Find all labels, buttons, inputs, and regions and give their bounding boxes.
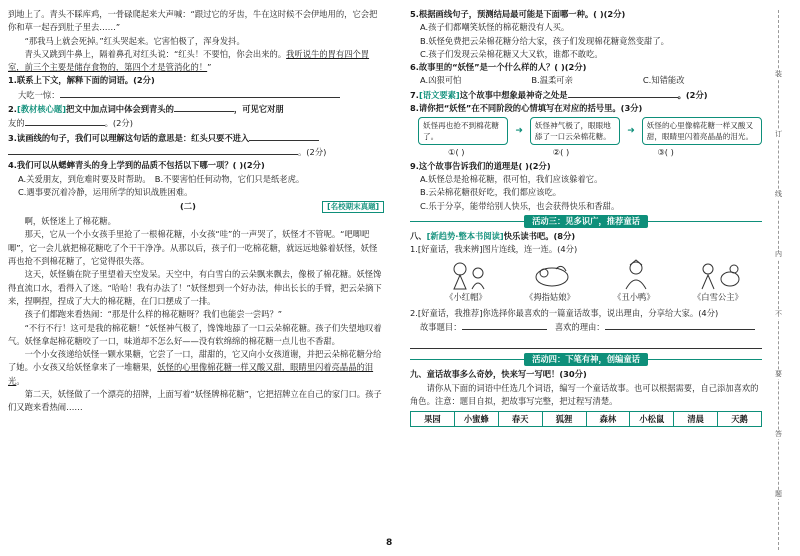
reading-question-2: 2.[好童话，我推荐]你选择你最喜欢的一篇童话故事，说出理由，分享给大家。(4分) [410,307,719,318]
word-bank-item: 小松鼠 [630,412,674,426]
exam-badge: [名校期末真题] [322,201,384,213]
reading-question-1: 1.[好童话，我来辨]图片连线，连一连。(4分) [410,244,578,255]
answer-label: 大吃一惊： [18,89,60,100]
mood-answers [410,146,762,159]
story-text: 一个小女孩递给妖怪一颗水果糖，它尝了一口，甜甜的，它又向小女孩道谢，并把云朵棉花糖分给了她。小女孩又给妖怪拿来了一堆糖果， [8,349,382,373]
question-7: 7.[语文要素]这个故事中想象最神奇之处是 。(2分) [410,89,708,100]
word-bank-item: 森林 [587,412,631,426]
word-bank-item: 小蜜蜂 [455,412,499,426]
arrow-right-icon: ➜ [627,125,635,136]
option-c[interactable]: C.遇事要沉着冷静，运用所学的知识战胜困难。 [18,186,193,197]
answer-blank[interactable] [25,116,105,126]
story-text: 。 [16,375,25,386]
underlined-sentence: 我听说牛的胃有四个胃室，前三个主要是储存食物的，第四个才是管消化的！ [8,48,370,73]
binding-char: 订 [772,130,785,139]
story-paragraph-2: “那我马上就会死掉。”红头哭起来。它害怕极了，浑身发抖。 [24,35,245,46]
activity-3-title: 活动三：见多识广，推荐童话 [524,215,648,228]
answer-blank[interactable] [174,102,234,112]
story2-paragraph-5: “不行不行！这可是我的棉花糖！”妖怪神气极了，馋馋地舔了一口云朵棉花糖。孩子们失望地叹着气。妖怪拿起棉花糖咬了一口，味道却不怎么好——没有软绵绵的棉花糖一点儿也不香甜。 [8,322,382,346]
question-text: 3.读画线的句子，我们可以理解这句话的意思是：红头只要不进入 [8,132,250,143]
story-title-3[interactable]: 《丑小鸭》 [613,292,655,303]
binding-margin [768,10,790,550]
mood-box-1: 妖怪再也抢不到棉花糖了。 [418,117,508,145]
story-illustrations [426,259,762,291]
activity-4-banner [410,353,762,366]
question-1: 1.联系上下文，解释下面的词语。(2分) [8,75,155,86]
binding-char: 要 [772,370,785,379]
section-title: (二) [180,201,196,212]
option-a[interactable]: A.凶狠可怕 [420,75,462,86]
story2-paragraph-7: 第二天，妖怪做了一个漂亮的招牌，上面写着“妖怪牌棉花糖”，它把招牌立在自己的家门口。孩子们又跑来看热闹…… [8,389,382,413]
binding-char: 线 [772,190,785,199]
question-4-options [8,173,384,186]
story-text: ” [207,62,212,73]
underlined-sentence: 妖怪的心里像棉花糖一样又酸又甜，眼睛里闪着亮晶晶的泪光 [8,362,374,386]
answer-blank[interactable] [568,88,678,98]
word-bank [410,411,762,427]
question-9: 9.这个故事告诉我们的道理是( )(2分) [410,160,551,171]
reason-blank[interactable] [605,320,755,330]
section-tag: [新趋势·整本书阅读] [426,230,504,241]
question-tag: [教材核心题] [16,104,67,115]
reason-label: 喜欢的理由： [554,322,605,333]
word-bank-item: 狐狸 [543,412,587,426]
illustration-1[interactable] [442,259,494,291]
recommend-line [410,320,762,334]
question-3-line [8,145,384,159]
story2-paragraph-6 [8,348,384,388]
word-bank-item: 春天 [499,412,543,426]
story-paragraph-3 [8,48,384,75]
word-bank-item: 果园 [411,412,455,426]
right-column [410,8,762,427]
question-text: 。(2分) [298,146,327,157]
question-text: 友的 [8,118,25,129]
mood-answer-3[interactable]: ③( ) [657,147,674,158]
story-title-label: 故事题目： [420,322,462,333]
section-title: 快乐读书吧。(8分) [503,230,576,241]
illustration-3[interactable] [610,259,662,291]
option-c[interactable]: C.孩子们发现云朵棉花糖又大又软，谁都不敢吃。 [420,48,603,59]
mood-answer-2[interactable]: ②( ) [552,147,570,158]
option-a[interactable]: A.孩子们都嘲笑妖怪的棉花糖没有人买。 [420,22,570,33]
section-header [8,200,384,214]
binding-dashed-line [778,10,779,550]
answer-line[interactable] [410,336,762,349]
story2-paragraph-4: 孩子们都跑来看热闹：“那是什么样的棉花糖呀？我们也能尝一尝吗？” [24,309,283,320]
question-8: 8.请你把“妖怪”在不同阶段的心情填写在对应的括号里。(3分) [410,103,643,114]
answer-blank[interactable] [8,145,298,155]
illustration-4[interactable] [694,259,746,291]
story-title-1[interactable]: 《小红帽》 [445,292,487,303]
option-b[interactable]: B.妖怪免费把云朵棉花糖分给大家，孩子们发现棉花糖竟然变甜了。 [420,35,669,46]
answer-blank[interactable] [60,88,340,98]
binding-char: 内 [772,250,785,259]
page-number: 8 [386,538,393,548]
question-6: 6.故事里的“妖怪”是一个什么样的人？( )(2分) [410,62,587,73]
question-3 [8,131,384,145]
binding-char: 题 [772,490,785,499]
question-text: 这个故事中想象最神奇之处是 [459,89,568,100]
question-1-line [8,88,384,102]
story2-paragraph-3: 这天，妖怪躺在院子里望着天空发呆。天空中，有白雪白的云朵飘来飘去，像极了棉花糖。妖怪馋得直流口水，看得入了迷。“哈哈！我有办法了！”妖怪想到一个好办法，伸出长长的手臂，把云朵摘下来，捏啊捏，捏成了大大的棉花糖，在门口摆成了一排。 [8,269,382,306]
answer-blank[interactable] [249,131,319,141]
story-titles [426,291,762,304]
story2-paragraph-2: 那天，它从一个小女孩手里抢了一根棉花糖，小女孩“哇”的一声哭了，妖怪才不管呢。“吧唧吧唧”，它一会儿就把棉花糖吃了个干干净净。从那以后，孩子们一吃棉花糖，就远远地躲着妖怪，妖怪再也抢不到棉花糖了，它觉得很失落。 [8,229,378,267]
story-title-4[interactable]: 《白雪公主》 [693,292,743,303]
story-title-blank[interactable] [462,320,547,330]
mood-answer-1[interactable]: ①( ) [448,147,465,158]
question-text: ，可见它对朋 [233,104,284,115]
question-6-options [410,74,762,87]
binding-char: 装 [772,70,785,79]
question-2-line [8,116,384,130]
section-9-header: 九、童话故事多么奇妙，快来写一写吧！(30分) [410,369,587,380]
story-title-2[interactable]: 《拇指姑娘》 [525,292,575,303]
option-b[interactable]: B.不要害怕任何动物，它们只是纸老虎。 [154,173,305,184]
activity-4-title: 活动四：下笔有神，创编童话 [524,353,648,366]
arrow-right-icon: ➜ [515,125,523,136]
option-a[interactable]: A.关爱朋友，到危难时要及时帮助。 [18,173,147,184]
question-5: 5.根据画线句子，预测结局最可能是下面哪一种。( )(2分) [410,9,626,19]
question-text: 。(2分) [677,89,708,100]
mood-box-3: 妖怪的心里像棉花糖一样又酸又甜，眼睛里闪着亮晶晶的泪光。 [642,117,762,145]
option-c[interactable]: C.乐于分享，能带给别人快乐，也会获得快乐和香甜。 [420,200,620,211]
story2-paragraph-1: 啊，妖怪迷上了棉花糖。 [24,216,116,227]
section-number: 八、 [410,230,427,241]
illustration-2[interactable] [526,259,578,291]
option-c[interactable]: C.知错能改 [642,75,685,86]
question-text: 把文中加点词中体会到青头的 [66,104,174,115]
word-bank-item: 清晨 [674,412,718,426]
option-b[interactable]: B.云朵棉花糖很好吃，我们都应该吃。 [420,187,562,198]
question-4: 4.我们可以从蟋蟀青头的身上学到的品质不包括以下哪一项？( )(2分) [8,160,265,171]
question-tag: [语文要素] [418,89,460,100]
story-text: 青头又跳到牛鼻上，隔着鼻孔对红头说：“红头！不要怕，你会出来的。 [24,48,287,59]
binding-char: 答 [772,430,785,439]
story-paragraph-1: 到地上了。青头不睬库鸡，一骨碌爬起来大声喊：“跟过它的牙齿，牛在这时候不会伊地用的，它会把你和草一起吞到肚子里去……” [8,9,378,33]
binding-char: 不 [772,310,785,319]
section-8-header [410,230,762,243]
option-b[interactable]: B.温柔可亲 [531,75,573,86]
word-bank-item: 天鹅 [731,414,748,425]
question-2: 2.[教材核心题]把文中加点词中体会到青头的 ，可见它对朋 [8,104,284,115]
mood-boxes [418,117,762,145]
writing-instructions: 请你从下面的词语中任选几个词语，编写一个童话故事。也可以根据需要，自己添加喜欢的角色。注意：题目自拟，把故事写完整，把过程写清楚。 [410,382,759,406]
question-text: 。(2分) [104,118,133,129]
mood-box-2: 妖怪神气极了，眼眼地舔了一口云朵棉花糖。 [530,117,620,145]
activity-3-banner [410,215,762,228]
option-a[interactable]: A.妖怪总是抢棉花糖，很可怕，我们应该躲着它。 [420,173,603,184]
left-column [8,8,384,415]
